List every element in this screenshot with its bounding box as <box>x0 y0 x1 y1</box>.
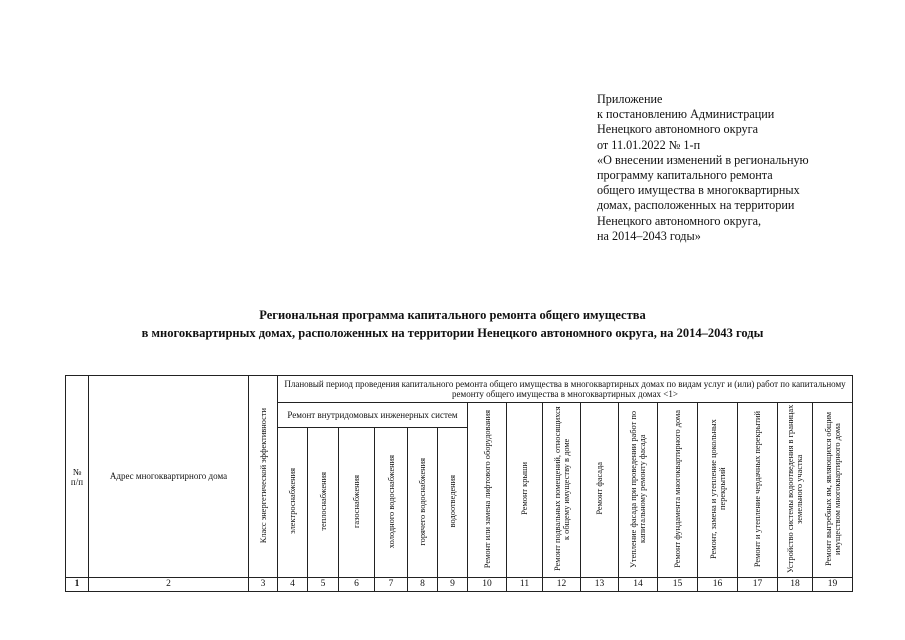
header-electricity: электроснабжения <box>278 428 308 578</box>
program-table <box>65 375 853 592</box>
header-hot-water: горячего водоснабжения <box>408 428 438 578</box>
column-number: 5 <box>308 578 339 592</box>
appendix-line: «О внесении изменений в региональную <box>597 152 809 167</box>
header-foundation: Ремонт фундамента многоквартирного дома <box>658 403 698 578</box>
header-gas: газоснабжения <box>339 428 375 578</box>
appendix-line: программу капитального ремонта <box>597 168 773 183</box>
header-cesspools: Ремонт выгребных ям, являющихся общим имуществом многоквартирного дома <box>813 403 853 578</box>
column-number: 4 <box>278 578 308 592</box>
appendix-block <box>597 92 897 244</box>
document-title-line1: Региональная программа капитального ремонта общего имущества <box>259 308 646 322</box>
header-attic-floors: Ремонт и утепление чердачных перекрытий <box>738 403 778 578</box>
header-cold-water: холодного водоснабжения <box>375 428 408 578</box>
header-address: Адрес многоквартирного дома <box>89 376 249 578</box>
column-number: 3 <box>249 578 278 592</box>
column-number: 10 <box>468 578 507 592</box>
column-number: 13 <box>581 578 619 592</box>
column-number: 18 <box>778 578 813 592</box>
column-number: 7 <box>375 578 408 592</box>
appendix-line: от 11.01.2022 № 1-п <box>597 137 701 152</box>
column-number: 1 <box>66 578 89 592</box>
header-engineering-systems: Ремонт внутридомовых инженерных систем <box>278 403 468 428</box>
column-number: 19 <box>813 578 853 592</box>
column-number: 6 <box>339 578 375 592</box>
appendix-line: на 2014–2043 годы» <box>597 228 701 243</box>
appendix-line: общего имущества в многоквартирных <box>597 183 800 198</box>
header-basement-floors: Ремонт, замена и утепление цокольных перекрытий <box>698 403 738 578</box>
header-roof: Ремонт крыши <box>507 403 543 578</box>
header-sewerage: водоотведения <box>438 428 468 578</box>
header-energy-class: Класс энергетической эффективности <box>249 376 278 578</box>
header-elevator: Ремонт или замена лифтового оборудования <box>468 403 507 578</box>
column-number: 16 <box>698 578 738 592</box>
header-basement: Ремонт подвальных помещений, относящихся к общему имуществу в доме <box>543 403 581 578</box>
appendix-line: домах, расположенных на территории <box>597 198 795 213</box>
column-number: 12 <box>543 578 581 592</box>
document-title-line2: в многоквартирных домах, расположенных на территории Ненецкого автономного округа, на 2014–2043 годы <box>141 326 764 340</box>
appendix-line: Ненецкого автономного округа <box>597 122 759 137</box>
column-number: 11 <box>507 578 543 592</box>
header-heating: теплоснабжения <box>308 428 339 578</box>
column-number: 15 <box>658 578 698 592</box>
column-number-row <box>66 578 853 592</box>
column-number: 9 <box>438 578 468 592</box>
column-number: 2 <box>89 578 249 592</box>
appendix-line: Приложение <box>597 92 663 106</box>
header-planned-period: Плановый период проведения капитального ремонта общего имущества в многоквартирных домах по видам услуг и (или) работ по капитальному ремонту общего имущества в многоквартирных домах <1> <box>278 376 853 403</box>
appendix-line: к постановлению Администрации <box>597 107 775 122</box>
column-number: 17 <box>738 578 778 592</box>
header-facade-insulation: Утепление фасада при проведении работ по капитальному ремонту фасада <box>619 403 658 578</box>
column-number: 8 <box>408 578 438 592</box>
column-number: 14 <box>619 578 658 592</box>
appendix-line: Ненецкого автономного округа, <box>597 213 762 228</box>
header-facade: Ремонт фасада <box>581 403 619 578</box>
header-number: № п/п <box>66 376 89 578</box>
header-drainage-system: Устройство системы водоотведения в границах земельного участка <box>778 403 813 578</box>
